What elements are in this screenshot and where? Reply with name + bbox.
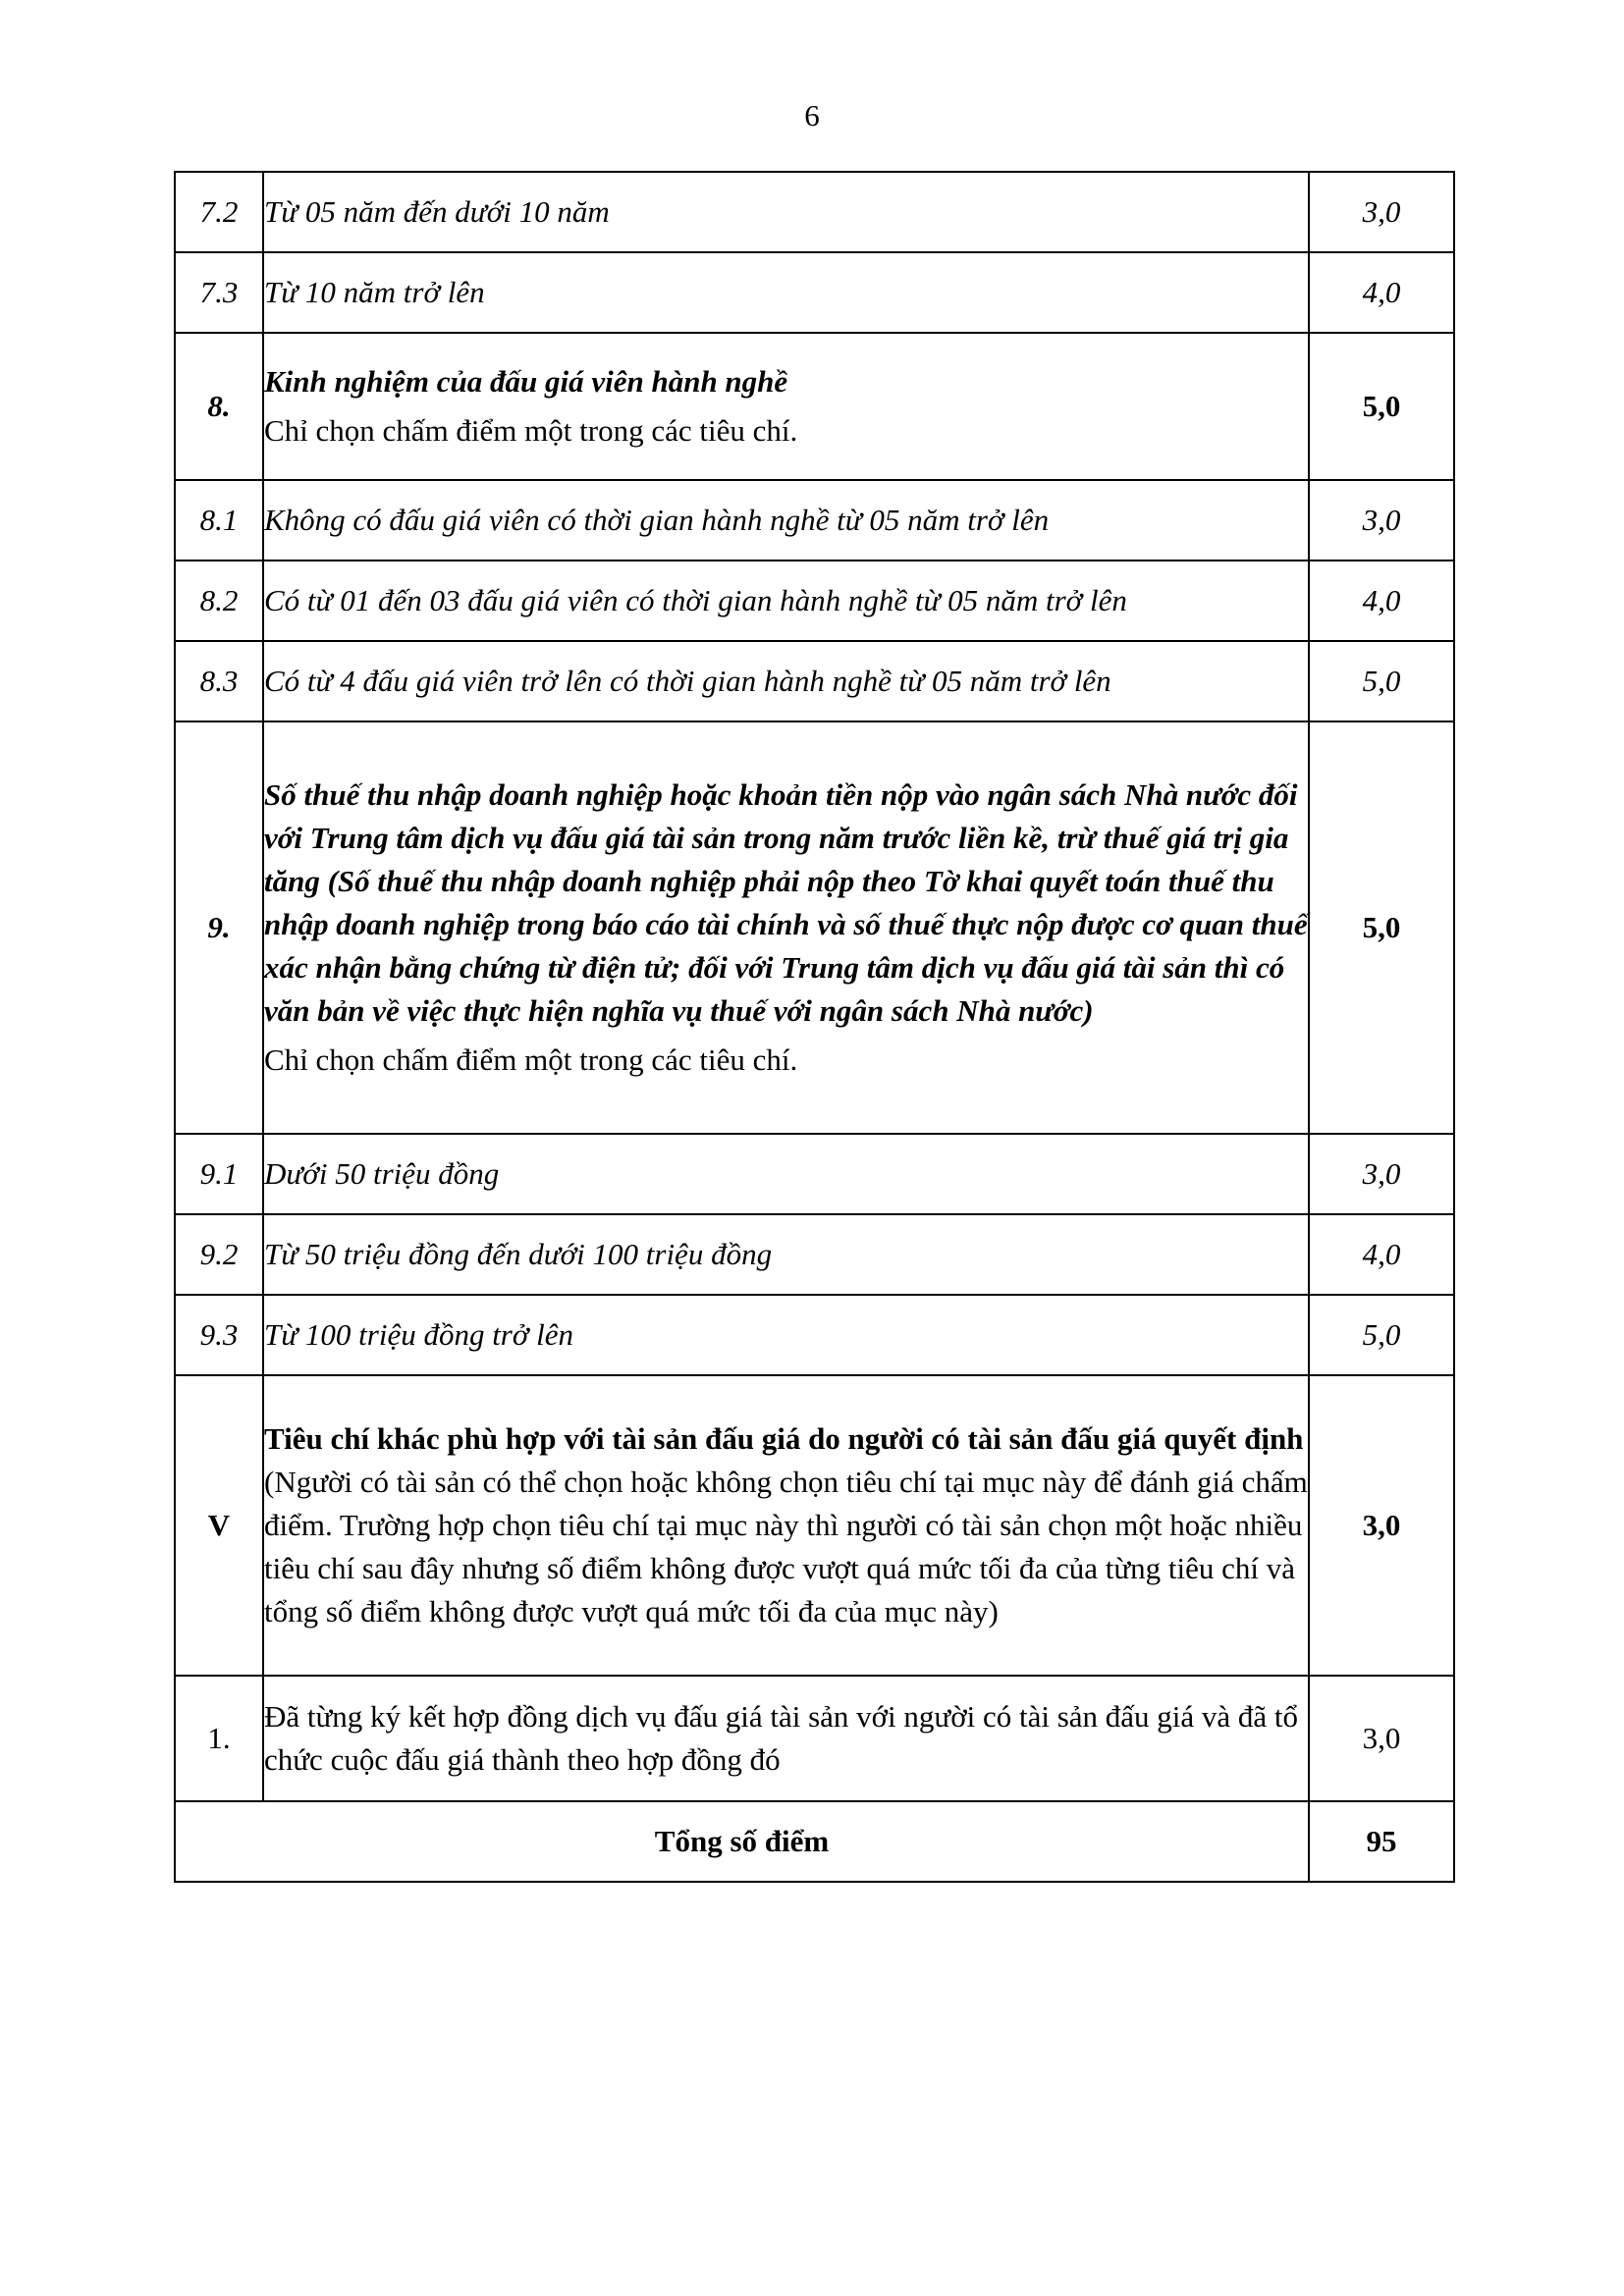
table-row <box>175 252 1454 333</box>
row-description <box>263 721 1309 1134</box>
row-number: 9.2 <box>175 1214 263 1295</box>
row-score: 4,0 <box>1309 252 1454 333</box>
row-number: 9.3 <box>175 1295 263 1375</box>
criterion-title: Số thuế thu nhập doanh nghiệp hoặc khoản tiền nộp vào ngân sách Nhà nước đối với Trung tâm dịch vụ đấu giá tài sản trong năm trước liền kề, trừ thuế giá trị gia tăng (Số thuế thu nhập doanh nghiệp phải nộp theo Tờ khai quyết toán thuế thu nhập doanh nghiệp trong báo cáo tài chính và số thuế thực nộp được cơ quan thuế xác nhận bằng chứng từ điện tử; đối với Trung tâm dịch vụ đấu giá tài sản thì có văn bản về việc thực hiện nghĩa vụ thuế với ngân sách Nhà nước) <box>264 777 1308 1028</box>
row-number: V <box>175 1375 263 1676</box>
criterion-description: (Người có tài sản có thể chọn hoặc không chọn tiêu chí tại mục này để đánh giá chấm điểm. Trường hợp chọn tiêu chí tại mục này thì người có tài sản chọn một hoặc nhiều tiêu chí sau đây nhưng số điểm không được vượt quá mức tối đa của từng tiêu chí và tổng số điểm không được vượt quá mức tối đa của mục này) <box>264 1465 1308 1629</box>
row-score: 3,0 <box>1309 1676 1454 1801</box>
total-row <box>175 1801 1454 1882</box>
table-row <box>175 333 1454 480</box>
table-row <box>175 480 1454 561</box>
row-description: Không có đấu giá viên có thời gian hành nghề từ 05 năm trở lên <box>263 480 1309 561</box>
row-number: 7.2 <box>175 172 263 252</box>
table-row <box>175 721 1454 1134</box>
row-description: Đã từng ký kết hợp đồng dịch vụ đấu giá tài sản với người có tài sản đấu giá và đã tổ chức cuộc đấu giá thành theo hợp đồng đó <box>263 1676 1309 1801</box>
row-score: 3,0 <box>1309 480 1454 561</box>
row-score: 3,0 <box>1309 1375 1454 1676</box>
row-score: 4,0 <box>1309 1214 1454 1295</box>
criterion-note: Chỉ chọn chấm điểm một trong các tiêu chí. <box>264 1042 798 1077</box>
row-description: Từ 05 năm đến dưới 10 năm <box>263 172 1309 252</box>
row-description: Dưới 50 triệu đồng <box>263 1134 1309 1214</box>
table-row <box>175 1295 1454 1375</box>
row-description: Từ 50 triệu đồng đến dưới 100 triệu đồng <box>263 1214 1309 1295</box>
row-number: 9. <box>175 721 263 1134</box>
total-score: 95 <box>1309 1801 1454 1882</box>
row-description: Từ 10 năm trở lên <box>263 252 1309 333</box>
row-description: Có từ 4 đấu giá viên trở lên có thời gian hành nghề từ 05 năm trở lên <box>263 641 1309 721</box>
row-number: 9.1 <box>175 1134 263 1214</box>
table-row <box>175 1676 1454 1801</box>
row-number: 8.2 <box>175 561 263 641</box>
row-score: 3,0 <box>1309 1134 1454 1214</box>
row-description <box>263 333 1309 480</box>
row-description: Từ 100 triệu đồng trở lên <box>263 1295 1309 1375</box>
row-score: 5,0 <box>1309 333 1454 480</box>
criterion-title: Tiêu chí khác phù hợp với tài sản đấu giá do người có tài sản đấu giá quyết định <box>264 1421 1304 1456</box>
table-row <box>175 561 1454 641</box>
row-score: 5,0 <box>1309 1295 1454 1375</box>
row-score: 5,0 <box>1309 721 1454 1134</box>
table-row <box>175 1214 1454 1295</box>
row-description <box>263 1375 1309 1676</box>
row-number: 7.3 <box>175 252 263 333</box>
row-score: 5,0 <box>1309 641 1454 721</box>
table-row <box>175 1134 1454 1214</box>
row-number: 8.3 <box>175 641 263 721</box>
criterion-title: Kinh nghiệm của đấu giá viên hành nghề <box>264 364 788 399</box>
criterion-note: Chỉ chọn chấm điểm một trong các tiêu chí. <box>264 413 798 448</box>
table-row <box>175 1375 1454 1676</box>
row-score: 3,0 <box>1309 172 1454 252</box>
table-row <box>175 172 1454 252</box>
row-description: Có từ 01 đến 03 đấu giá viên có thời gian hành nghề từ 05 năm trở lên <box>263 561 1309 641</box>
table-row <box>175 641 1454 721</box>
row-number: 1. <box>175 1676 263 1801</box>
criteria-table <box>174 171 1455 1883</box>
total-label: Tổng số điểm <box>175 1801 1309 1882</box>
row-number: 8. <box>175 333 263 480</box>
row-score: 4,0 <box>1309 561 1454 641</box>
page-number: 6 <box>804 98 820 133</box>
row-number: 8.1 <box>175 480 263 561</box>
